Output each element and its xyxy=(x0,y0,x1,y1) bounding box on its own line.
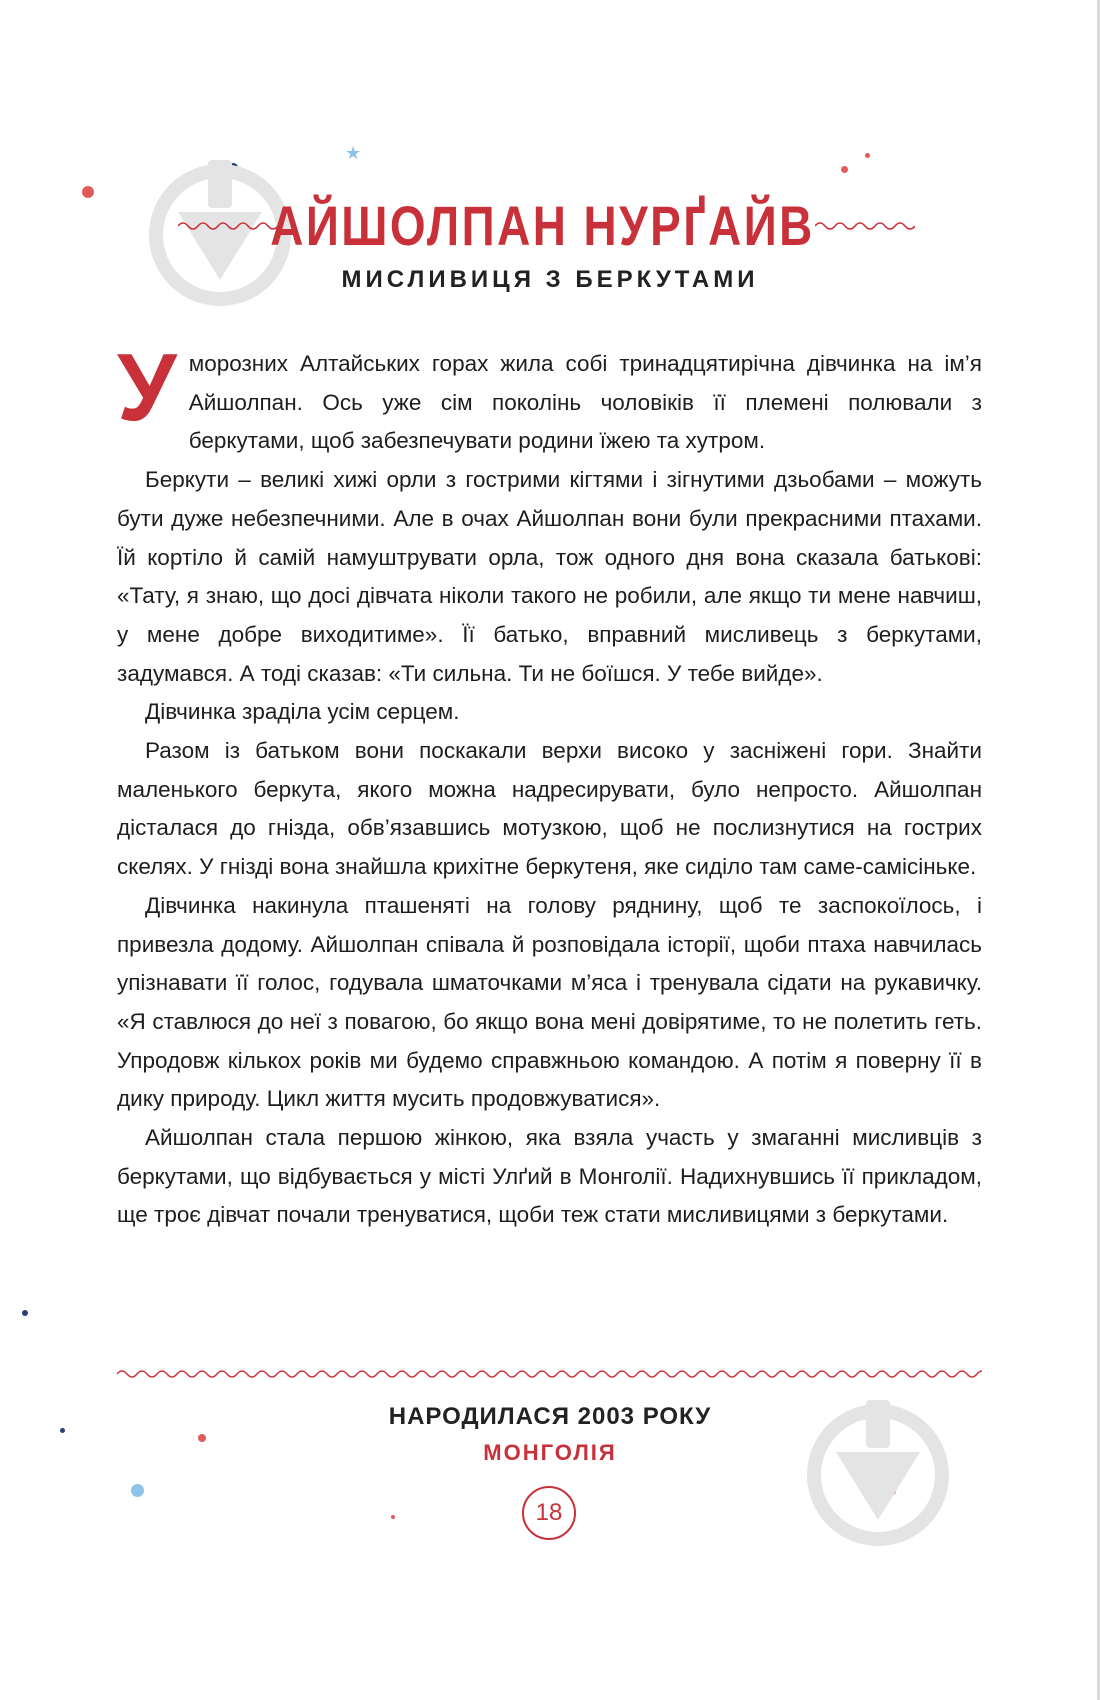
paragraph: Разом із батьком вони поскакали верхи високо у засніжені гори. Знайти маленького беркута, якого можна надресирувати, було непросто. Айшолпан дісталася до гнізда, обв’язавшись мотузкою, щоб не послизнутися на гострих скелях. У гнізді вона знайшла крихітне беркутеня, яке сиділо там саме-самісіньке. xyxy=(117,738,982,880)
paragraph: Айшолпан стала першою жінкою, яка взяла участь у змаганні мисливців з беркутами, що відбувається у місті Улґий в Монголії. Надихнувшись її прикладом, ще троє дівчат почали тренуватися, щоби теж стати мисливицями з беркутами. xyxy=(117,1125,982,1228)
title-wave-right xyxy=(815,220,915,232)
page-title: АЙШОЛПАН НУРҐАЙВ xyxy=(270,194,815,257)
decor-dot xyxy=(22,1310,28,1316)
paragraph: Дівчинка накинула пташеняті на голову ряднину, щоб те заспокоїлось, і привезла додому. Айшолпан співала й розповідала історії, щоби птаха навчилась упізнавати її голос, годувала шматочками м’яса і тренувала сідати на рукавичку. «Я ставлюся до неї з повагою, бо якщо вона мені довірятиме, то не полетить геть. Упродовж кількох років ми будемо справжньою командою. А потім я поверну її в дику природу. Цикл життя мусить продовжуватися». xyxy=(117,892,982,1112)
decor-dot xyxy=(841,166,848,173)
decor-dot xyxy=(391,1515,395,1519)
footer-divider xyxy=(117,1368,982,1380)
country-label: МОНГОЛІЯ xyxy=(483,1440,617,1465)
title-row xyxy=(170,188,915,264)
paragraph: Беркути – великі хижі орли з гострими кігтями і зігнутими дзьобами – можуть бути дуже небезпечними. Але в очах Айшолпан вони були прекрасними птахами. Їй кортіло й самій намуштрувати орла, тож одного дня вона сказала батькові: «Тату, я знаю, що досі дівчата ніколи такого не робили, але якщо ти мене навчиш, у мене добре виходитиме». Її батько, вправний мисливець з беркутами, задумався. А тоді сказав: «Ти сильна. Ти не боїшся. У тебе вийде». xyxy=(117,467,982,686)
decor-dot xyxy=(82,186,94,198)
story-text xyxy=(117,334,982,1235)
decor-dot xyxy=(865,153,870,158)
decor-dot xyxy=(131,1484,144,1497)
paragraph: Дівчинка зраділа усім серцем. xyxy=(145,699,460,725)
page-subtitle: МИСЛИВИЦЯ З БЕРКУТАМИ xyxy=(341,266,759,293)
decor-star: ★ xyxy=(345,143,362,163)
drop-cap: У xyxy=(117,334,177,441)
paragraph-text: морозних Алтайських горах жила собі тринадцятирічна дівчинка на ім’я Айшолпан. Ось уже сім поколінь чоловіків її племені полювали з беркутами, щоб забезпечувати родини їжею та хутром. xyxy=(188,351,982,454)
page-number: 18 xyxy=(522,1486,576,1540)
paragraph xyxy=(117,334,982,461)
birth-year: НАРОДИЛАСЯ 2003 РОКУ xyxy=(388,1403,712,1430)
